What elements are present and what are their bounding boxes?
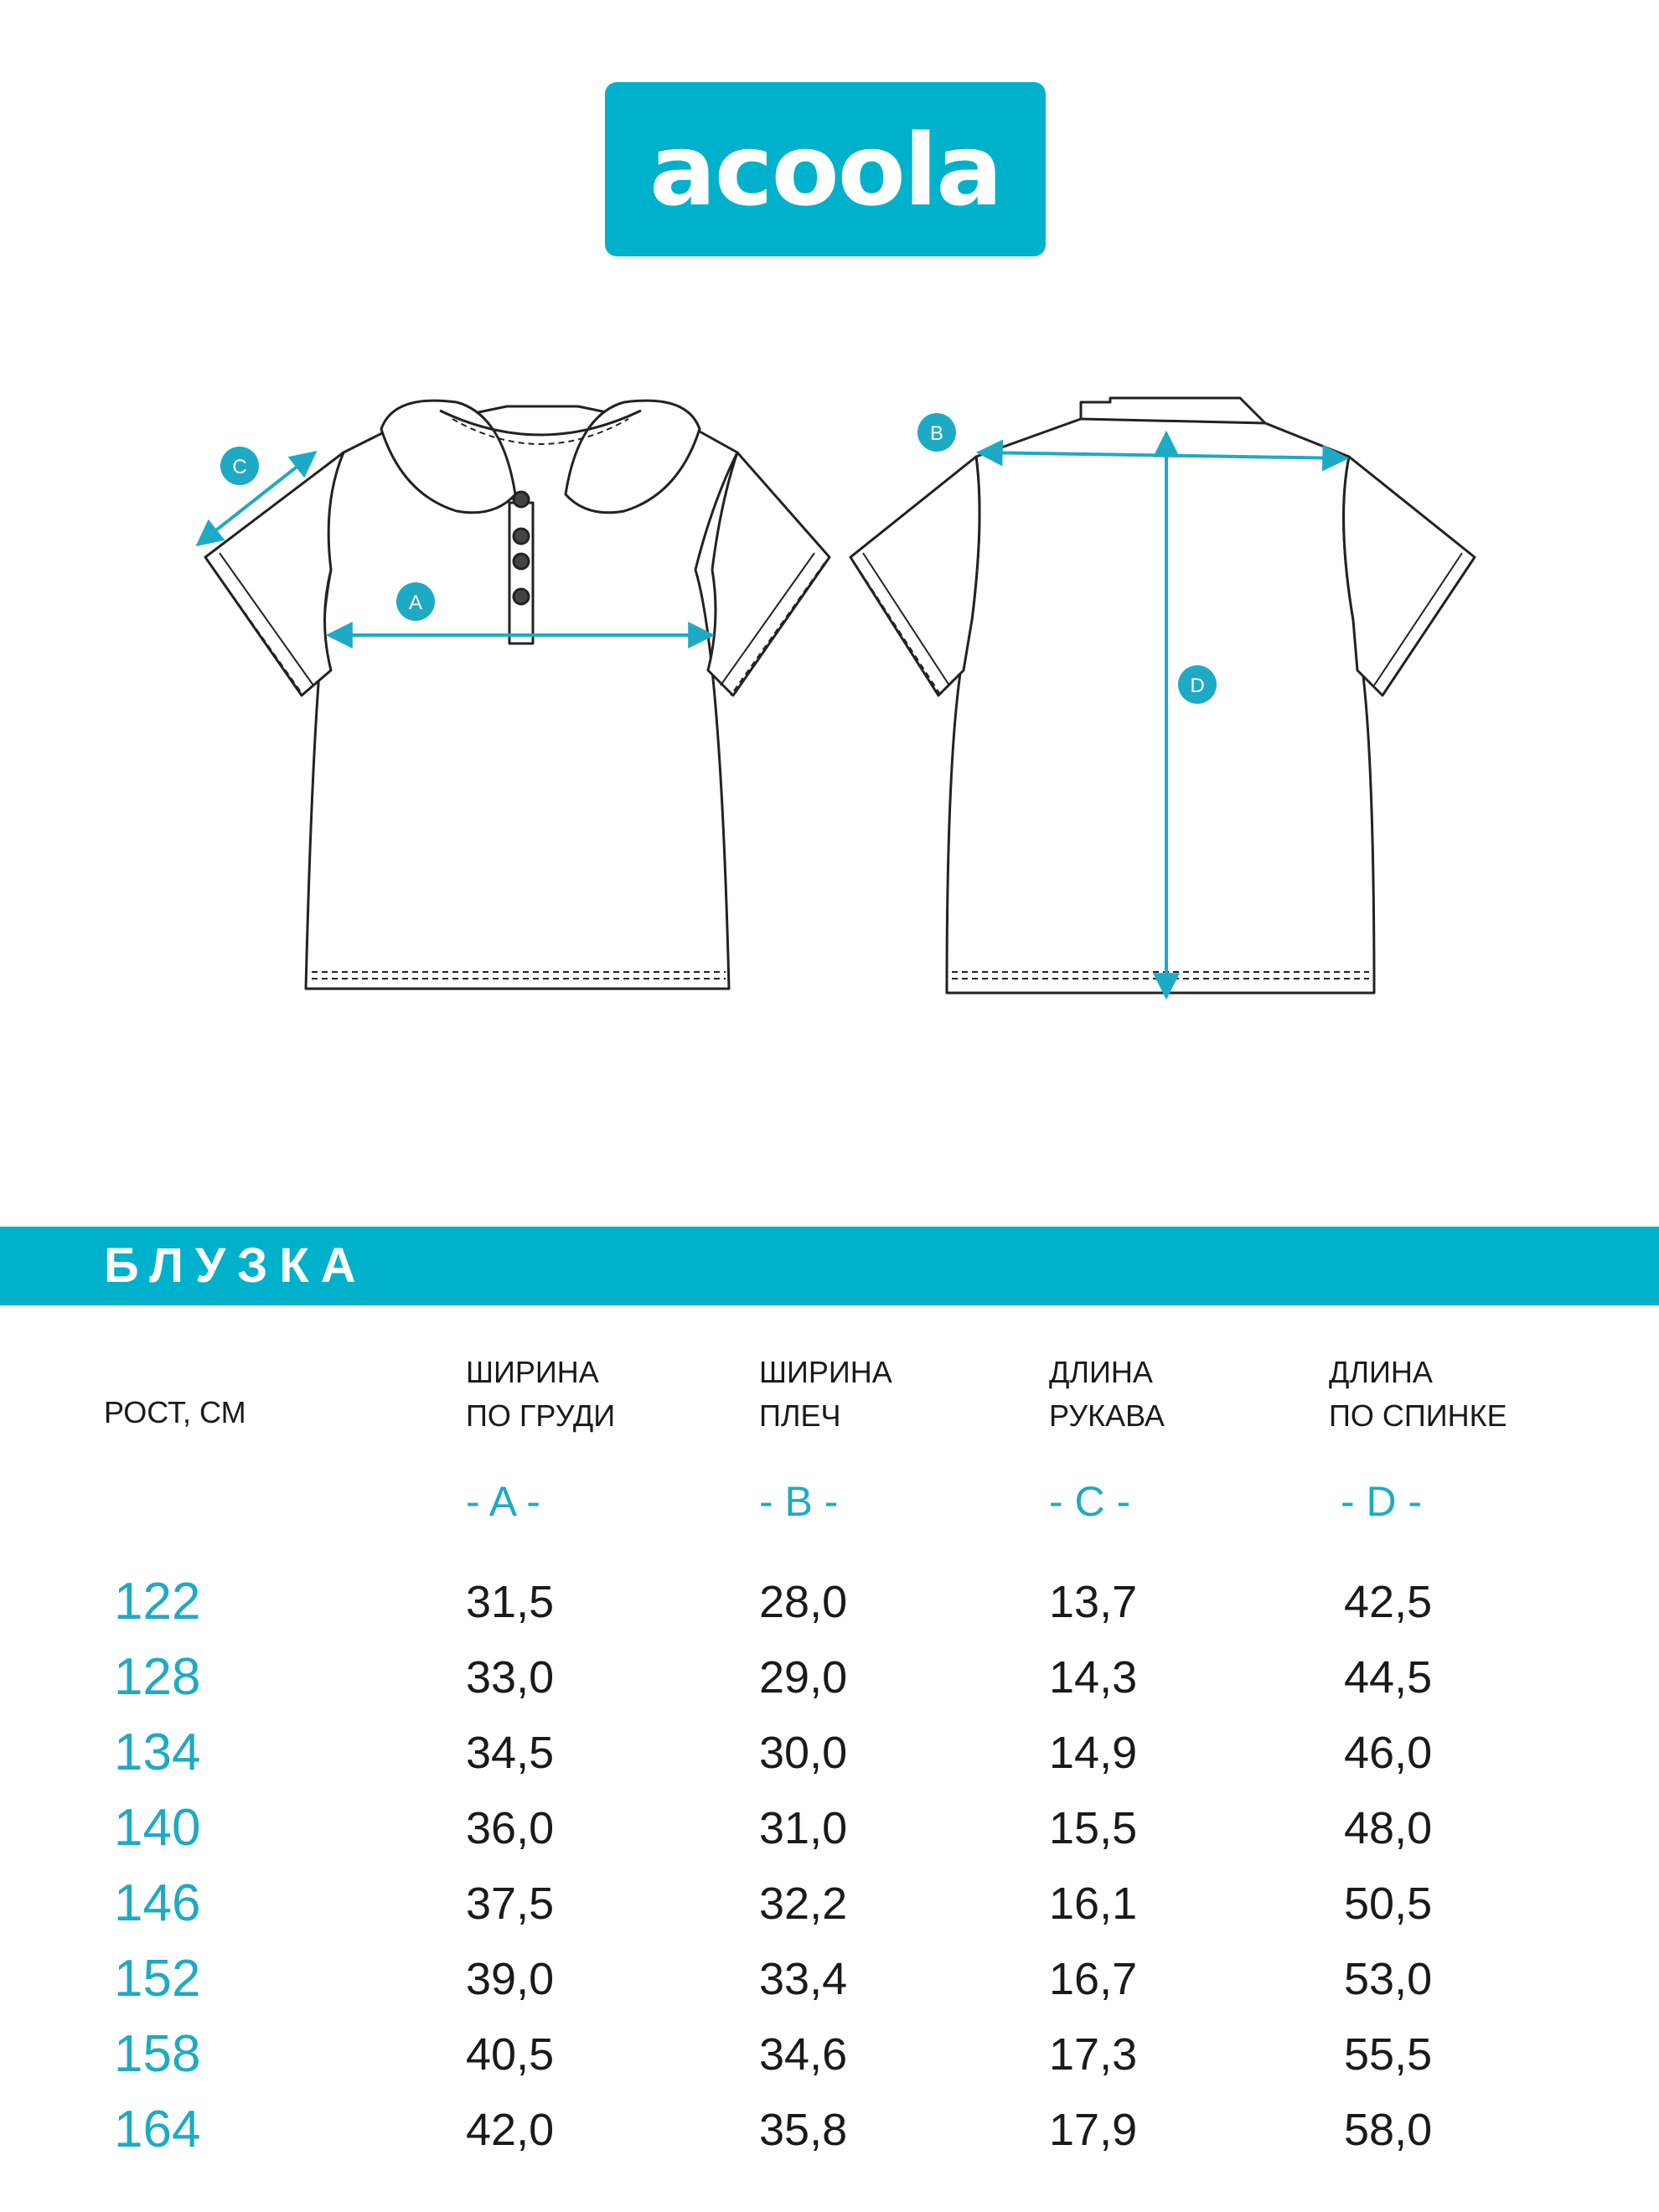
column-a-line2: ПО ГРУДИ	[466, 1398, 616, 1433]
column-b-line1: ШИРИНА	[759, 1355, 892, 1389]
column-header-a	[466, 1351, 615, 1438]
value-c: 14,9	[1049, 1728, 1138, 1778]
column-header-c	[1049, 1351, 1165, 1438]
table-row	[0, 1874, 1659, 1933]
value-c: 17,9	[1049, 2105, 1138, 2155]
marker-d-label: D	[1190, 674, 1205, 697]
value-a: 37,5	[466, 1879, 555, 1929]
value-d: 50,5	[1344, 1879, 1433, 1929]
value-d: 44,5	[1344, 1652, 1433, 1703]
size-cell: 122	[114, 1573, 201, 1631]
height-header: РОСТ, СМ	[104, 1395, 246, 1429]
logo-text: acoola	[649, 112, 1001, 228]
column-letter-c: - C -	[1049, 1478, 1131, 1525]
value-b: 32,2	[759, 1879, 848, 1929]
front-view	[205, 401, 830, 989]
table-row	[0, 2025, 1659, 2084]
column-letter-a: - A -	[466, 1478, 540, 1525]
size-cell: 134	[114, 1724, 201, 1781]
value-c: 14,3	[1049, 1652, 1138, 1703]
size-cell: 152	[114, 1950, 201, 2008]
value-b: 35,8	[759, 2105, 848, 2155]
value-c: 15,5	[1049, 1803, 1138, 1853]
section-band	[0, 1227, 1659, 1305]
column-letter-d: - D -	[1341, 1478, 1423, 1525]
brand-logo	[605, 82, 1046, 256]
column-letter-b: - B -	[759, 1478, 839, 1525]
value-a: 34,5	[466, 1728, 555, 1778]
value-c: 13,7	[1049, 1577, 1138, 1627]
value-d: 48,0	[1344, 1803, 1433, 1853]
value-b: 30,0	[759, 1728, 848, 1778]
value-d: 46,0	[1344, 1728, 1433, 1778]
value-b: 33,4	[759, 1954, 848, 2004]
table-row	[0, 1573, 1659, 1631]
size-cell: 164	[114, 2101, 201, 2158]
table-row	[0, 2101, 1659, 2159]
marker-c	[220, 447, 259, 485]
size-cell: 158	[114, 2025, 201, 2083]
marker-d	[1178, 665, 1217, 704]
value-a: 33,0	[466, 1652, 555, 1703]
column-header-b	[759, 1351, 892, 1438]
value-d: 58,0	[1344, 2105, 1433, 2155]
column-b-line2: ПЛЕЧ	[759, 1398, 841, 1433]
value-d: 42,5	[1344, 1577, 1433, 1627]
table-row	[0, 1799, 1659, 1858]
value-a: 40,5	[466, 2029, 555, 2080]
value-d: 55,5	[1344, 2029, 1433, 2080]
value-c: 16,7	[1049, 1954, 1138, 2004]
value-b: 28,0	[759, 1577, 848, 1627]
value-c: 17,3	[1049, 2029, 1138, 2080]
marker-b	[917, 413, 956, 452]
garment-drawing	[0, 352, 1659, 1106]
value-a: 36,0	[466, 1803, 555, 1853]
value-b: 34,6	[759, 2029, 848, 2080]
column-d-line1: ДЛИНА	[1329, 1355, 1433, 1389]
column-header-d	[1329, 1351, 1507, 1438]
value-a: 31,5	[466, 1577, 555, 1627]
table-row	[0, 1648, 1659, 1707]
marker-a-label: A	[408, 592, 423, 614]
size-cell: 140	[114, 1799, 201, 1857]
table-row	[0, 1950, 1659, 2008]
size-cell: 146	[114, 1874, 201, 1932]
value-b: 29,0	[759, 1652, 848, 1703]
column-c-line1: ДЛИНА	[1049, 1355, 1153, 1389]
value-d: 53,0	[1344, 1954, 1433, 2004]
size-cell: 128	[114, 1648, 201, 1706]
value-a: 42,0	[466, 2105, 555, 2155]
section-title: БЛУЗКА	[104, 1238, 368, 1293]
table-row	[0, 1724, 1659, 1782]
column-a-line1: ШИРИНА	[466, 1355, 599, 1389]
value-a: 39,0	[466, 1954, 555, 2004]
marker-c-label: C	[232, 456, 247, 478]
value-c: 16,1	[1049, 1879, 1138, 1929]
marker-b-label: B	[929, 422, 944, 445]
value-b: 31,0	[759, 1803, 848, 1853]
marker-a	[396, 582, 435, 621]
column-c-line2: РУКАВА	[1049, 1398, 1165, 1433]
column-d-line2: ПО СПИНКЕ	[1329, 1398, 1507, 1433]
back-view	[850, 398, 1475, 993]
